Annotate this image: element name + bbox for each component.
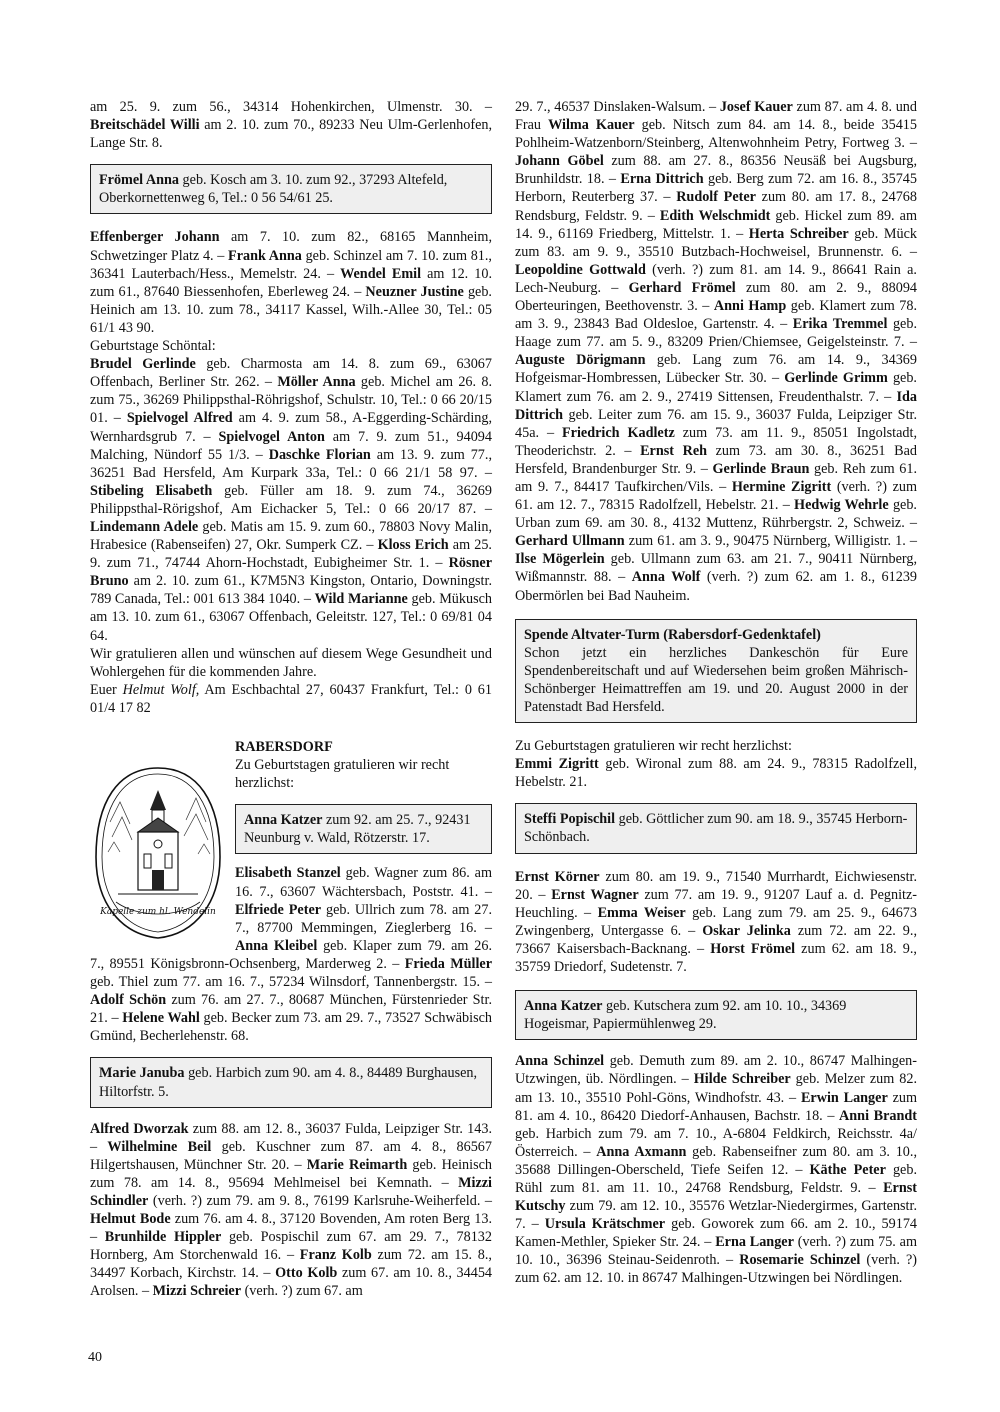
text-run: geb. Lang zum 76. am 14. 9., 34369 Hofgeismar-Hombressen, Lübecker Str. 30. – (515, 352, 917, 387)
section-label (90, 337, 492, 355)
person-name: Mizzi Schindler (90, 1174, 492, 1209)
text-run: Zu Geburtstagen gratulieren wir recht herzlichst: (515, 738, 792, 755)
text-run: geb. Berg zum 72. am 16. 8., 35745 Herborn, Reuterberg 37. – (515, 171, 917, 206)
person-name: Ernst Reh (640, 442, 708, 459)
text-run: (verh. ?) zum 67. am (241, 1283, 363, 1300)
person-name: Breitschädel Willi (90, 117, 200, 134)
text-run: geb. Füller am 18. 9. zum 74., 36269 Philippsthal-Rörigshof, Am Eichacker 5, Tel.: 0 66 20/17 87. – (90, 482, 492, 517)
text-run: geb. Urban zum 69. am 30. 8., 4132 Muttenz, Rührbergstr. 2, Schweiz. – (515, 497, 917, 532)
person-name: Lindemann Adele (90, 518, 199, 535)
text-run: am 7. 10. zum 82., 68165 Mannheim, Schwetzinger Platz 4. – (90, 229, 492, 264)
paragraph (90, 355, 492, 645)
person-name: Neuzner Justine (365, 283, 464, 300)
box-text (99, 1064, 483, 1100)
box-text (244, 811, 483, 847)
highlight-box (515, 803, 917, 853)
text-run: (verh. ?) zum 61. am 12. 7., 78315 Radolfzell, Hebelstr. 21. – (515, 478, 917, 514)
text-run: zum 61. am 3. 9., 90475 Nürnberg, Willigistr. 1. – (624, 533, 917, 550)
person-name: Ernst Kutschy (515, 1179, 917, 1215)
text-run: geb. Klamert zum 76. am 2. 9., 27419 Sittensen, Freudenthalstr. 7. – (515, 370, 917, 405)
person-name: Emmi Zigritt (515, 756, 599, 773)
person-name: Kloss Erich (377, 537, 449, 554)
text-run: geb. Matis am 15. 9. zum 60., 78803 Novy Malin, Hrabesice (Rabenseifen) 27, Okr. Sumperk CZ. – (90, 518, 492, 554)
person-name: Ernst Wagner (551, 886, 639, 903)
person-name: Anna Katzer (524, 998, 603, 1015)
person-name: Anna Schinzel (515, 1053, 605, 1070)
text-run: geb. Mück zum 83. am 9. 9., 35510 Butzbach-Hochweisel, Brunnenstr. 6. – (515, 225, 917, 260)
box-text (524, 997, 908, 1033)
section-title: RABERSDORF (235, 739, 333, 755)
person-name: Möller Anna (277, 374, 356, 391)
text-run: geb. Rühl zum 81. am 11. 10., 24768 Rendsburg, Feldstr. 9. – (515, 1161, 917, 1196)
person-name: Herta Schreiber (748, 225, 849, 242)
paragraph (90, 98, 492, 152)
text-run: am 4. 9. zum 58., A-Eggerding-Schärding, Wernhardsgrub 7. – (90, 410, 493, 445)
text-run: geb. Göttlicher zum 90. am 18. 9., 35745 Herborn-Schönbach. (524, 811, 908, 846)
text-run: geb. Demuth zum 89. am 2. 10., 86747 Malhingen-Utzwingen, üb. Nördlingen. – (515, 1053, 917, 1088)
person-name: Anni Hamp (713, 298, 787, 315)
text-run: zum 72. am 22. 9., 73667 Kaisersbach-Backnang. – (515, 922, 917, 957)
person-name: Käthe Peter (809, 1161, 886, 1178)
person-name: Rösner Bruno (90, 555, 492, 590)
person-name: Otto Kolb (275, 1265, 338, 1282)
person-name: Gerhard Ullmann (515, 533, 625, 550)
person-name: Frank Anna (228, 247, 302, 264)
text-run: geb. Thiel zum 77. am 16. 7., 57234 Wilnsdorf, Tannenbergstr. 15. – (90, 974, 492, 991)
person-name: Alfred Dworzak (90, 1120, 189, 1137)
text-run: geb. Harbich zum 79. am 7. 10., A-6804 Feldkirch, Reichsstr. 4a/Österreich. – (515, 1125, 917, 1160)
text-run: zum 81. am 4. 10., 86420 Diedorf-Anhausen, Bachstr. 18. – (515, 1089, 917, 1124)
person-name: Frieda Müller (404, 955, 492, 972)
text-run: Euer (90, 681, 123, 698)
text-run: zum 73. am 11. 9., 85051 Ingolstadt, Theoderichstr. 2. – (515, 424, 917, 459)
person-name: Helmut Bode (90, 1211, 171, 1228)
section-intro: Zu Geburtstagen gratulieren wir recht herzlichst: (235, 757, 450, 792)
text-run: geb. Wagner zum 86. am 16. 7., 63607 Wächtersbach, Poststr. 41. – (235, 865, 492, 900)
text-run: am 25. 9. zum 71., 74744 Ahorn-Hochstadt, Eubigheimer Str. 1. – (90, 537, 492, 572)
person-name: Anna Kleibel (235, 937, 318, 954)
text-run: Am Eschbachtal 27, 60437 Frankfurt, Tel.: 0 61 01/4 17 82 (90, 681, 492, 716)
person-name: Edith Welschmidt (659, 207, 771, 224)
text-run: (verh. ?) zum 81. am 14. 9., 86641 Rain a. Lech-Neuburg. – (515, 261, 917, 296)
page-number: 40 (88, 1350, 102, 1365)
left-column (90, 98, 492, 717)
person-name: Spielvogel Anton (218, 428, 325, 445)
right-column (515, 98, 917, 1288)
text-run: geb. Klaper zum 79. am 26. 7., 89551 Königsbronn-Ochsenberg, Marderweg 2. – (90, 937, 493, 972)
person-name: Friedrich Kadletz (562, 424, 675, 441)
person-name: Brudel Gerlinde (90, 356, 196, 373)
person-name: Effenberger Johann (90, 229, 220, 246)
text-run: zum 72. am 15. 8., 34497 Korbach, Kirchstr. 14. – (90, 1247, 492, 1282)
text-run: geb. Ullmann zum 63. am 21. 7., 90411 Nürnberg, Wißmannstr. 88. – (515, 551, 917, 586)
text-run: (verh. ?) zum 75. am 10. 10., 36396 Steinau-Seidenroth. – (515, 1234, 917, 1269)
paragraph (515, 98, 917, 605)
text-run: zum 88. am 27. 8., 86356 Neusäß bei Augsburg, Brunhildstr. 18. – (515, 153, 918, 188)
text-run: zum 73. am 30. 8., 36251 Bad Hersfeld, Brandenburger Str. 9. – (515, 442, 917, 477)
person-name: Anna Wolf (631, 569, 701, 586)
donation-text: Schon jetzt ein herzliches Dankeschön für Eure Spendenbereitschaft und auf Wiedersehen beim großen Mährisch-Schönberger Heimattreffen am 19. und 20. August 2000 in der Patenstadt Bad Hersfeld. (524, 644, 908, 715)
paragraph (90, 228, 492, 337)
text-run: zum 76. am 4. 8., 37120 Bovenden, Am roten Berg 13. – (90, 1211, 492, 1246)
person-name: Hedwig Wehrle (794, 497, 889, 514)
text-run: geb. Leiter zum 76. am 15. 9., 36037 Fulda, Leipziger Str. 45a. – (515, 406, 917, 441)
text-run: 29. 7., 46537 Dinslaken-Walsum. – (515, 99, 720, 115)
text-run: zum 80. am 2. 9., 88094 Oberteuringen, Beethovenstr. 3. – (515, 279, 918, 315)
text-run: zum 67. am 10. 8., 34454 Arolsen. – (90, 1265, 493, 1300)
text-run: zum 76. am 27. 7., 80687 München, Fürstenrieder Str. 21. – (90, 992, 492, 1027)
text-run: geb. Klamert zum 78. am 3. 9., 23843 Bad Oldesloe, Gartenstr. 4. – (515, 298, 917, 333)
float-spacer (90, 864, 235, 950)
rabersdorf-section (90, 738, 492, 1301)
text-run: geb. Kuschner zum 87. am 4. 8., 86567 Hilgertshausen, Münchner Str. 20. – (90, 1138, 492, 1173)
paragraph (515, 737, 917, 755)
paragraph (90, 1120, 492, 1301)
text-run: geb. Rabenseifner zum 80. am 3. 10., 35688 Dillingen-Oberscheld, Tiefe Seifen 12. – (515, 1143, 917, 1178)
text-run: geb. Reh zum 61. am 9. 7., 84417 Taufkirchen/Vils. – (515, 460, 917, 495)
person-name: Erwin Langer (800, 1089, 888, 1106)
paragraph (515, 1052, 917, 1287)
text-run: geb. Schinzel am 7. 10. zum 81., 36341 Lauterbach/Hess., Memelstr. 24. – (90, 247, 492, 282)
person-name: Ernst Körner (515, 868, 600, 885)
text-run: geb. Lang zum 79. am 25. 9., 64673 Zwingenberg, Untergasse 6. – (515, 904, 917, 939)
person-name: Spielvogel Alfred (126, 410, 233, 427)
text-run: Geburtstage Schöntal: (90, 338, 216, 355)
text-run: (verh. ?) zum 79. am 9. 8., 76199 Karlsruhe-Weiherfeld. – (148, 1192, 492, 1209)
person-name: Stibeling Elisabeth (90, 482, 213, 499)
text-run: geb. Nitsch zum 84. am 14. 8., beide 35415 Pohlheim-Watzenborn/Steinberg, Altenwohnheim Petry, Fortweg 3. – (515, 117, 917, 152)
person-name: Erika Tremmel (792, 316, 888, 333)
person-name: Erna Langer (715, 1234, 794, 1251)
person-name: Hermine Zigritt (731, 478, 832, 495)
person-name: Wendel Emil (340, 265, 422, 282)
closing-wish (90, 645, 492, 681)
person-name: Steffi Popischil (524, 811, 616, 828)
highlight-box (235, 804, 492, 854)
text-run: geb. Kosch am 3. 10. zum 92., 37293 Altefeld, Oberkornettenweg 6, Tel.: 0 56 54/61 25. (99, 172, 448, 207)
person-name: Elfriede Peter (235, 901, 322, 918)
text-run: (verh. ?) zum 62. am 1. 8., 61239 Obermörlen bei Bad Nauheim. (515, 569, 918, 604)
donation-title: Spende Altvater-Turm (Rabersdorf-Gedenktafel) (524, 626, 821, 643)
person-name: Anna Axmann (596, 1143, 687, 1160)
person-name: Gerhard Frömel (628, 279, 736, 296)
box-text (524, 810, 908, 846)
person-name: Hilde Schreiber (693, 1071, 791, 1088)
person-name: Gerlinde Grimm (784, 370, 888, 387)
highlight-box (515, 990, 917, 1040)
emblem-inscription: Kapelle zum hl. Wendelin (100, 907, 216, 917)
highlight-box (90, 1057, 492, 1107)
text-run: zum 80. am 17. 8., 24768 Rendsburg, Feldstr. 9. – (515, 189, 917, 224)
person-name: Adolf Schön (90, 992, 167, 1009)
text-run: am 13. 9. zum 77., 36251 Bad Hersfeld, Am Kurpark 33a, Tel.: 0 66 21/1 58 97. – (90, 446, 492, 481)
text-run: geb. Wironal zum 88. am 24. 9., 78315 Radolfzell, Hebelstr. 21. (515, 756, 918, 791)
text-run: geb. Kutschera zum 92. am 10. 10., 34369 Hogeismar, Papiermühlenweg 29. (524, 998, 847, 1033)
person-name: Elisabeth Stanzel (235, 865, 341, 882)
person-name: Josef Kauer (719, 99, 793, 115)
text-run: geb. Haage zum 77. am 5. 9., 83209 Prien/Chiemsee, Geigelsteinstr. 7. – (515, 316, 917, 351)
person-name: Wilhelmine Beil (107, 1138, 212, 1155)
text-run: geb. Becker zum 73. am 29. 7., 73527 Schwäbisch Gmünd, Becherlehenstr. 68. (90, 1010, 492, 1045)
text-run: zum 80. am 19. 9., 71540 Murrhardt, Eichwiesenstr. 20. – (515, 868, 918, 903)
text-run: am 25. 9. zum 56., 34314 Hohenkirchen, Ulmenstr. 30. – (90, 99, 492, 115)
text-run: am 7. 9. zum 51., 94094 Malching, Nündorf 55 1/3. – (90, 428, 492, 463)
person-name: Horst Frömel (710, 940, 796, 957)
person-name: Daschke Florian (268, 446, 371, 463)
paragraph (515, 755, 917, 791)
person-name: Marie Reimarth (306, 1156, 408, 1173)
person-name: Ursula Krätschmer (544, 1216, 666, 1233)
box-text (99, 171, 483, 207)
person-name: Marie Januba (99, 1065, 185, 1082)
text-run: am 2. 10. zum 61., K7M5N3 Kingston, Ontario, Downingstr. 789 Canada, Tel.: 001 613 384 1040. – (90, 573, 492, 608)
person-name: Erna Dittrich (620, 171, 704, 188)
person-name: Wild Marianne (314, 591, 408, 608)
person-name: Wilma Kauer (548, 117, 635, 134)
person-name: Franz Kolb (299, 1247, 372, 1264)
text-run: geb. Michel am 26. 8. zum 75., 36269 Philippsthal-Röhrigshof, Schulstr. 10, Tel.: 0 66 20/15 01. – (90, 374, 492, 427)
text-run: geb. Melzer zum 82. am 13. 10., 35510 Pohl-Göns, Windhofstr. 43. – (515, 1071, 917, 1106)
text-run: geb. Charmosta am 14. 8. zum 69., 63067 Offenbach, Berliner Str. 262. – (90, 356, 492, 391)
text-run: am 12. 10. zum 61., 87640 Biessenhofen, Eberleweg 24. – (90, 265, 492, 300)
person-name: Mizzi Schreier (152, 1283, 242, 1300)
paragraph (515, 868, 917, 977)
text-run: zum 87. am 4. 8. und Frau (515, 99, 917, 134)
person-name: Gerlinde Braun (712, 460, 810, 477)
person-name: Auguste Dörigmann (515, 352, 646, 369)
text-run: geb. Harbich zum 90. am 4. 8., 84489 Burghausen, Hiltorfstr. 5. (99, 1065, 478, 1100)
text-run: (verh. ?) zum 62. am 12. 10. in 86747 Malhingen-Utzwingen bei Nördlingen. (515, 1252, 917, 1287)
signature (90, 681, 492, 717)
text-run: Wir gratulieren allen und wünschen auf diesem Wege Gesundheit und Wohlergehen für die kommenden Jahre. (90, 645, 492, 680)
person-name: Ilse Mögerlein (515, 551, 605, 568)
text-run: geb. Pospischil zum 67. am 29. 7., 78132 Hornberg, Am Storchenwald 16. – (90, 1229, 492, 1264)
person-name: Johann Göbel (515, 153, 604, 170)
person-name: Brunhilde Hippler (104, 1229, 222, 1246)
text-run: am 2. 10. zum 70., 89233 Neu Ulm-Gerlenhofen, Lange Str. 8. (90, 117, 493, 152)
text-run: zum 92. am 25. 7., 92431 Neunburg v. Wald, Rötzerstr. 17. (244, 812, 471, 847)
text-run: geb. Mükusch am 13. 10. zum 61., 63067 Offenbach, Geleitstr. 127, Tel.: 0 69/81 04 64. (90, 591, 493, 644)
person-name: Ida Dittrich (515, 388, 917, 423)
person-name: Emma Weiser (597, 904, 686, 921)
text-run: geb. Goworek zum 66. am 2. 10., 59174 Kamen-Methler, Spieker Str. 24. – (515, 1216, 918, 1251)
text-run: geb. Heinich am 13. 10. zum 78., 34117 Kassel, Wilh.-Allee 30, Tel.: 05 61/1 43 90. (90, 283, 492, 336)
person-name: Leopoldine Gottwald (515, 261, 646, 278)
text-run: Helmut Wolf, (122, 681, 200, 698)
text-run: geb. Hickel zum 89. am 14. 9., 61169 Friedberg, Mittelstr. 1. – (515, 207, 917, 242)
text-run: geb. Heinisch zum 78. am 14. 8., 95694 Mehlmeisel bei Kemnath. – (90, 1156, 492, 1191)
text-run: zum 88. am 12. 8., 36037 Fulda, Leipziger Str. 143. – (90, 1120, 492, 1155)
text-run: zum 62. am 18. 9., 35759 Driedorf, Sudetenstr. 7. (515, 940, 917, 976)
text-run: zum 79. am 12. 10., 35576 Wetzlar-Niedergirmes, Gartenstr. 7. – (515, 1198, 917, 1233)
person-name: Helene Wahl (122, 1010, 200, 1027)
person-name: Oskar Jelinka (702, 922, 791, 939)
highlight-box (90, 164, 492, 214)
person-name: Rosemarie Schinzel (739, 1252, 861, 1269)
person-name: Anna Katzer (244, 812, 323, 829)
text-run: geb. Ullrich zum 78. am 27. 7., 87700 Memmingen, Zieglerberg 16. – (235, 901, 492, 936)
text-run: zum 77. am 19. 9., 91207 Lauf a. d. Pegnitz-Heuchling. – (515, 886, 918, 921)
person-name: Rudolf Peter (676, 189, 756, 206)
donation-box (515, 619, 917, 723)
person-name: Frömel Anna (99, 172, 179, 189)
person-name: Anni Brandt (839, 1107, 917, 1124)
